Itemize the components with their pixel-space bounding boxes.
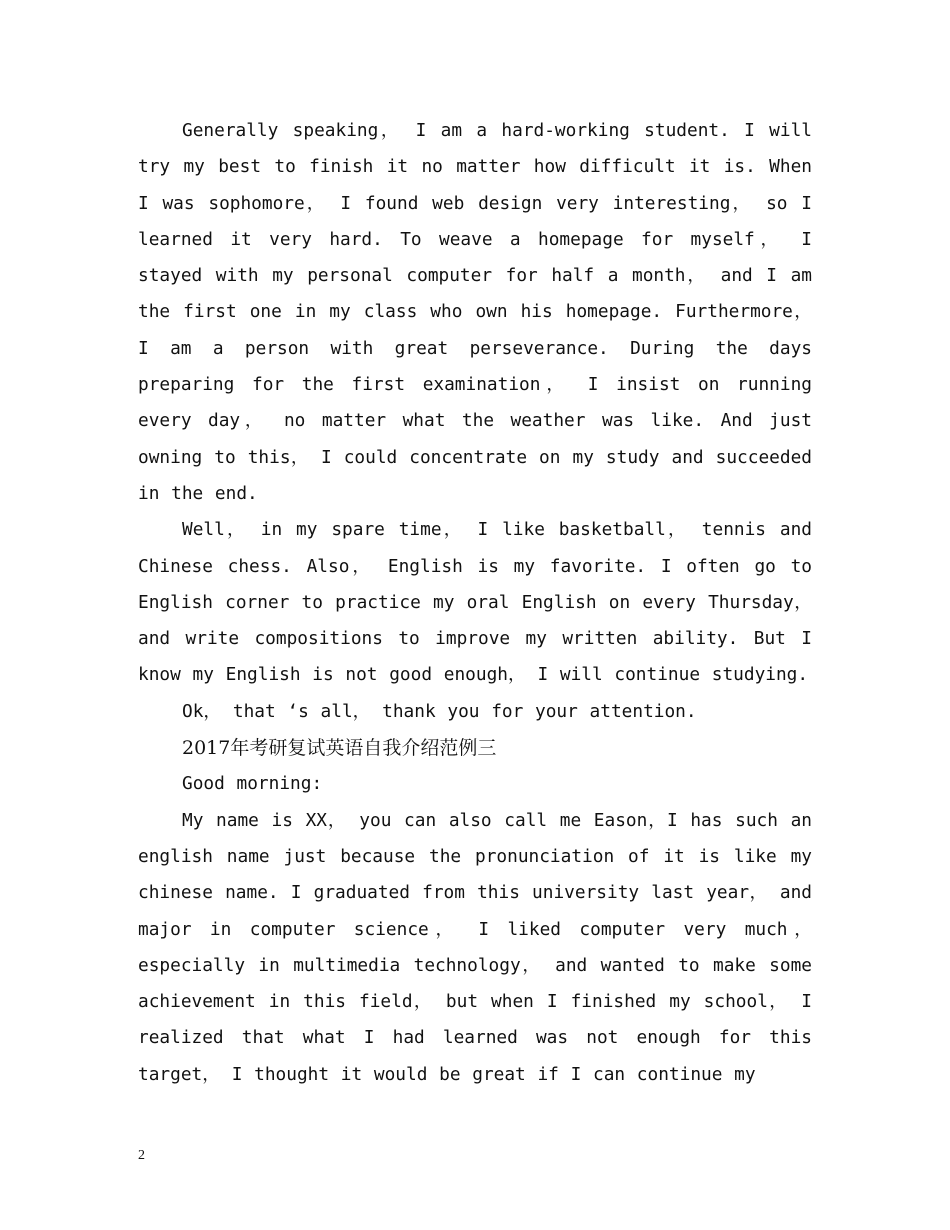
paragraph-greeting: Good morning: xyxy=(182,773,323,795)
paragraph-hobbies: Well， in my spare time， I like basketball， tennis and Chinese chess. Also， English is my favorite. I often go to English corner to practice my oral English on every Thursday， and write compositions to improve my written ability. But I know my English is not good enough， I will continue studying. xyxy=(138,519,812,686)
section-heading: 2017年考研复试英语自我介绍范例三 xyxy=(182,737,497,760)
paragraph-work-ethic: Generally speaking， I am a hard-working student. I will try my best to finish it no matter how difficult it is. When I was sophomore， I found web design very interesting， so I learned it very hard. To weave a homepage for myself， I stayed with my personal computer for half a month， and I am the first one in my class who own his homepage. Furthermore， I am a person with great perseverance. During the days preparing for the first examination， I insist on running every day， no matter what the weather was like. And just owning to this， I could concentrate on my study and succeeded in the end. xyxy=(138,120,812,504)
document-body xyxy=(138,113,812,1093)
paragraph-introduction: My name is XX， you can also call me Eason，I has such an english name just because the pronunciation of it is like my chinese name. I graduated from this university last year， and major in computer science， I liked computer very much， especially in multimedia technology， and wanted to make some achievement in this field， but when I finished my school， I realized that what I had learned was not enough for this target， I thought it would be great if I can continue my xyxy=(138,809,812,1085)
page-number: 2 xyxy=(138,1148,145,1163)
paragraph-closing: Ok， that ‘s all， thank you for your attention. xyxy=(182,700,697,722)
